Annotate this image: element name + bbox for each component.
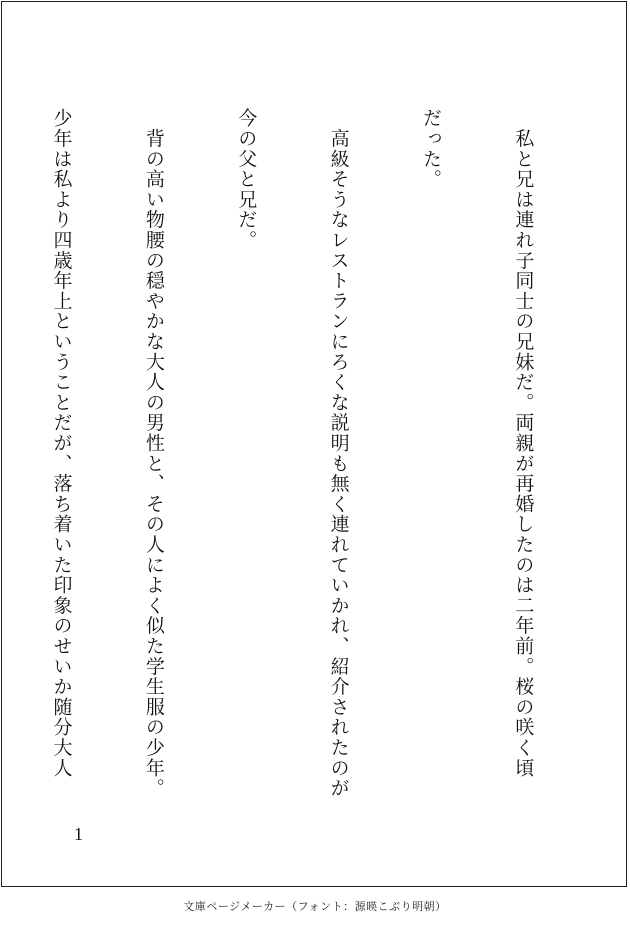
text-line-5: 背の高い物腰の穏やかな大人の男性と、その人によく似た学生服の少年。: [142, 108, 165, 799]
footer-caption: 文庫ページメーカー（フォント：源暎こぶり明朝）: [183, 900, 447, 913]
page-number: 1: [74, 824, 83, 844]
book-page: [1, 1, 627, 887]
text-line-1: 私と兄は連れ子同士の兄妹だ。両親が再婚したのは二年前。桜の咲く頃: [512, 108, 535, 778]
text-line-4: 今の父と兄だ。: [235, 108, 258, 251]
vertical-text-body: [0, 108, 600, 808]
text-line-3: 高級そうなレストランにろくな説明も無く連れていかれ、紹介されたのが: [327, 108, 350, 799]
text-line-6: 少年は私より四歳年上ということだが、落ち着いた印象のせいか随分大人: [50, 108, 73, 778]
text-line-2: だった。: [420, 108, 443, 190]
